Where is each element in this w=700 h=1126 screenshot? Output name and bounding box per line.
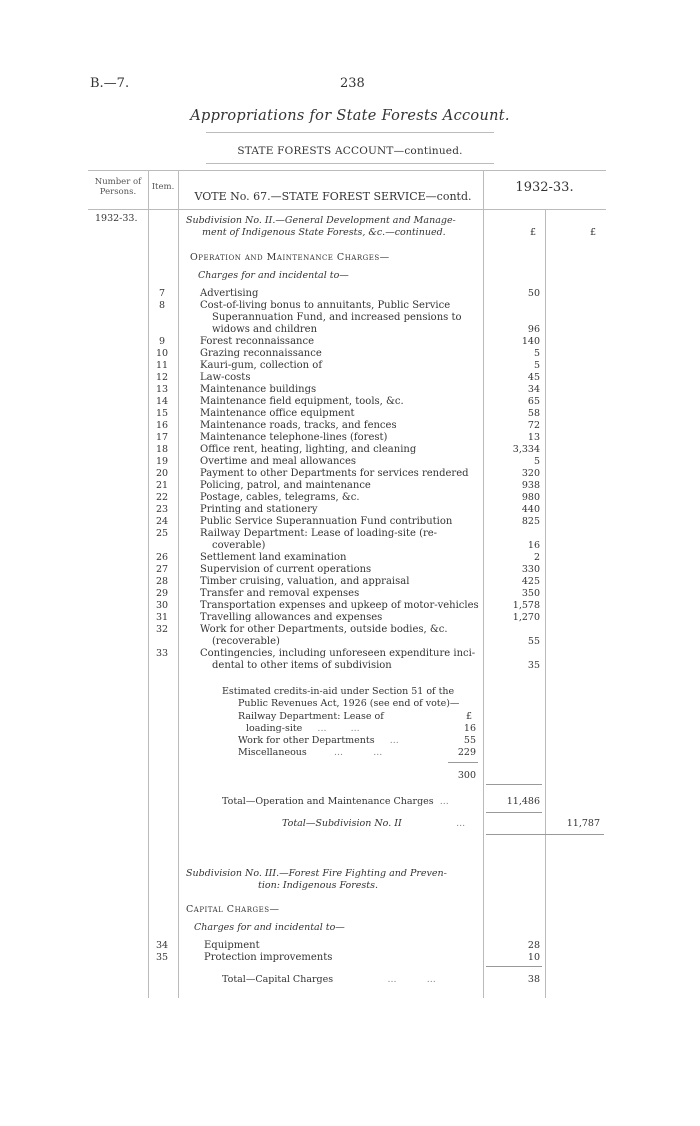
item-amount: 16 (527, 540, 540, 551)
item-column-header: Item. (151, 182, 175, 192)
page-number: 238 (340, 76, 365, 91)
item-description: (recoverable) (212, 636, 280, 647)
persons-year-label: 1932-33. (95, 213, 138, 224)
pound-symbol-col1: £ (530, 227, 537, 238)
item-description: Railway Department: Lease of loading-site (re- (200, 528, 438, 539)
item-amount: 96 (527, 324, 540, 335)
capital-item-description: Protection improvements (204, 952, 333, 963)
table-top-rule (88, 170, 606, 171)
item-description: Public Service Superannuation Fund contribution (200, 516, 453, 527)
capital-item-number: 35 (155, 952, 169, 963)
item-description: Contingencies, including unforeseen expenditure inci- (200, 648, 476, 659)
item-number: 29 (155, 588, 169, 599)
item-description: Transfer and removal expenses (200, 588, 360, 599)
item-description: coverable) (212, 540, 266, 551)
page-title: Appropriations for State Forests Account. (190, 108, 510, 124)
capital-total-rule (486, 966, 542, 967)
item-description: Overtime and meal allowances (200, 456, 357, 467)
item-description: Office rent, heating, lighting, and cleaning (200, 444, 417, 455)
credit-work-label: Work for other Departments ... (238, 735, 399, 746)
credit-misc-label: Miscellaneous ... ... (238, 747, 383, 758)
item-number: 15 (155, 408, 169, 419)
item-amount: 65 (527, 396, 540, 407)
item-amount: 1,578 (512, 600, 540, 611)
item-amount: 58 (527, 408, 540, 419)
item-amount: 5 (533, 348, 540, 359)
item-description: Forest reconnaissance (200, 336, 314, 347)
item-description: Maintenance roads, tracks, and fences (200, 420, 397, 431)
credit-work-amount: 55 (463, 735, 476, 746)
capital-total-label: Total—Capital Charges ... ... (222, 974, 436, 985)
item-number: 26 (155, 552, 169, 563)
item-amount: 35 (527, 660, 540, 671)
item-amount: 50 (527, 288, 540, 299)
item-description: Advertising (200, 288, 259, 299)
title-rule (206, 132, 494, 133)
item-number: 10 (155, 348, 169, 359)
table-head-rule (88, 209, 606, 210)
om-total-rule (486, 784, 542, 785)
item-number: 8 (158, 300, 166, 311)
capital-item-number: 34 (155, 940, 169, 951)
item-description: Payment to other Departments for services rendered (200, 468, 469, 479)
credits-pound-symbol: £ (466, 711, 473, 722)
credits-total: 300 (457, 770, 476, 781)
item-number: 24 (155, 516, 169, 527)
item-number: 21 (155, 480, 169, 491)
item-description: Kauri-gum, collection of (200, 360, 323, 371)
charges-incidental-heading: Charges for and incidental to— (198, 270, 349, 281)
item-amount: 34 (527, 384, 540, 395)
column-divider-item (178, 170, 179, 998)
om-total-amount: 11,486 (506, 796, 540, 807)
item-number: 12 (155, 372, 169, 383)
item-description: Work for other Departments, outside bodies, &c. (200, 624, 448, 635)
subtitle-rule (206, 163, 494, 164)
item-number: 13 (155, 384, 169, 395)
item-amount: 72 (527, 420, 540, 431)
item-amount: 2 (533, 552, 540, 563)
item-amount: 45 (527, 372, 540, 383)
item-amount: 1,270 (512, 612, 540, 623)
credit-railway-amount: 16 (463, 723, 476, 734)
item-amount: 140 (521, 336, 540, 347)
capital-item-amount: 10 (527, 952, 540, 963)
item-description: Settlement land examination (200, 552, 347, 563)
credits-heading-line1: Estimated credits-in-aid under Section 51 of the (222, 686, 455, 697)
item-number: 9 (158, 336, 166, 347)
item-amount: 5 (533, 456, 540, 467)
credit-railway-label-cont: loading-site ... ... (246, 723, 360, 734)
item-amount: 320 (521, 468, 540, 479)
item-amount: 825 (521, 516, 540, 527)
item-description: Policing, patrol, and maintenance (200, 480, 371, 491)
capital-item-amount: 28 (527, 940, 540, 951)
item-description: Postage, cables, telegrams, &c. (200, 492, 360, 503)
item-amount: 425 (521, 576, 540, 587)
om-total-label: Total—Operation and Maintenance Charges ... (222, 796, 449, 807)
column-divider-persons (148, 170, 149, 998)
capital-charges-incidental: Charges for and incidental to— (194, 922, 345, 933)
item-number: 18 (155, 444, 169, 455)
item-number: 28 (155, 576, 169, 587)
item-amount: 3,334 (512, 444, 540, 455)
item-description: Maintenance telephone-lines (forest) (200, 432, 388, 443)
subdivision-ii-total-label: Total—Subdivision No. II ... (282, 818, 466, 829)
vote-column-header: VOTE No. 67.—STATE FOREST SERVICE—contd. (194, 190, 472, 203)
item-description: Transportation expenses and upkeep of motor-vehicles (200, 600, 479, 611)
subdivision-iii-heading-line2: tion: Indigenous Forests. (258, 880, 379, 891)
item-description: Maintenance office equipment (200, 408, 355, 419)
item-number: 33 (155, 648, 169, 659)
item-number: 30 (155, 600, 169, 611)
capital-item-description: Equipment (204, 940, 260, 951)
page-reference: B.—7. (90, 76, 130, 91)
credit-railway-label: Railway Department: Lease of (238, 711, 384, 722)
account-subtitle: STATE FORESTS ACCOUNT—continued. (237, 145, 463, 157)
item-description: Law-costs (200, 372, 251, 383)
item-number: 20 (155, 468, 169, 479)
item-amount: 330 (521, 564, 540, 575)
year-column-header: 1932-33. (515, 180, 574, 195)
subdivision-ii-heading-line1: Subdivision No. II.—General Development and Manage- (186, 215, 456, 226)
item-number: 27 (155, 564, 169, 575)
persons-column-header: Number of Persons. (94, 177, 142, 197)
column-divider-vote (483, 170, 484, 998)
item-amount: 440 (521, 504, 540, 515)
item-amount: 55 (527, 636, 540, 647)
item-description: Superannuation Fund, and increased pensions to (212, 312, 462, 323)
item-number: 31 (155, 612, 169, 623)
item-amount: 350 (521, 588, 540, 599)
subdivision-ii-total-amount: 11,787 (566, 818, 600, 829)
item-description: Cost-of-living bonus to annuitants, Public Service (200, 300, 451, 311)
item-amount: 5 (533, 360, 540, 371)
item-description: Maintenance buildings (200, 384, 317, 395)
item-number: 19 (155, 456, 169, 467)
item-amount: 13 (527, 432, 540, 443)
column-divider-amounts (545, 209, 546, 998)
item-number: 22 (155, 492, 169, 503)
subdivision-ii-heading-line2: ment of Indigenous State Forests, &c.—continued. (202, 227, 446, 238)
item-number: 14 (155, 396, 169, 407)
item-number: 25 (155, 528, 169, 539)
subdivision-iii-heading-line1: Subdivision No. III.—Forest Fire Fighting and Preven- (186, 868, 447, 879)
item-number: 32 (155, 624, 169, 635)
item-description: dental to other items of subdivision (212, 660, 392, 671)
item-number: 23 (155, 504, 169, 515)
subdivision-ii-total-underrule (486, 834, 604, 835)
credit-misc-amount: 229 (457, 747, 476, 758)
item-number: 17 (155, 432, 169, 443)
item-description: Supervision of current operations (200, 564, 372, 575)
item-description: Printing and stationery (200, 504, 318, 515)
credits-heading-line2: Public Revenues Act, 1926 (see end of vote)— (238, 698, 460, 709)
item-description: Maintenance field equipment, tools, &c. (200, 396, 404, 407)
item-amount: 980 (521, 492, 540, 503)
item-description: Timber cruising, valuation, and appraisal (200, 576, 410, 587)
item-description: Travelling allowances and expenses (200, 612, 383, 623)
item-amount: 938 (521, 480, 540, 491)
capital-total-amount: 38 (527, 974, 540, 985)
capital-charges-heading: Capital Charges— (186, 904, 280, 915)
item-description: widows and children (212, 324, 318, 335)
credits-sum-rule (448, 762, 478, 763)
om-total-underrule (486, 812, 542, 813)
item-number: 16 (155, 420, 169, 431)
item-number: 11 (155, 360, 169, 371)
item-description: Grazing reconnaissance (200, 348, 322, 359)
pound-symbol-col2: £ (590, 227, 597, 238)
operation-maintenance-heading: Operation and Maintenance Charges— (190, 252, 390, 263)
item-number: 7 (158, 288, 166, 299)
